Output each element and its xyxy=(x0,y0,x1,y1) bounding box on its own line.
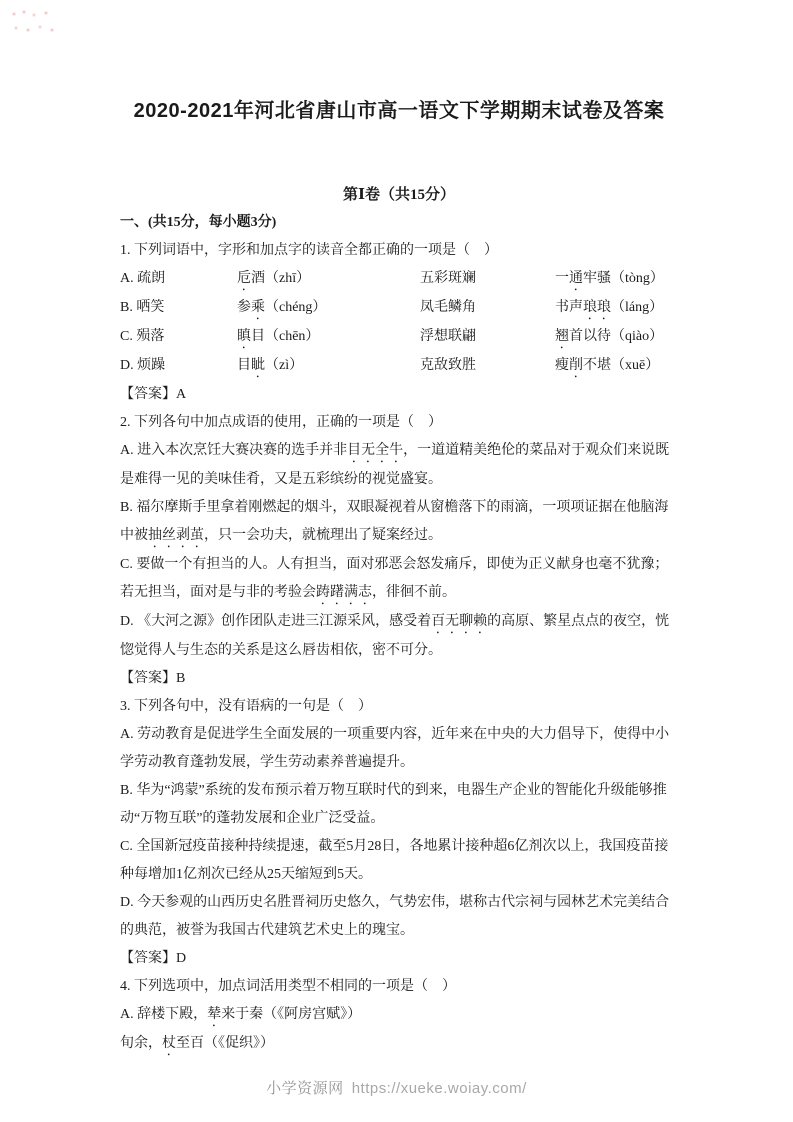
q1-row-a-cell-3: 五彩斑斓 xyxy=(420,271,476,286)
question-2-option-b: B. 福尔摩斯手里拿着刚燃起的烟斗，双眼凝视着从窗檐落下的雨滴，一项项证据在他脑海中被抽丝剥茧，只一会功夫，就梳理出了疑案经过。 xyxy=(120,500,669,543)
question-1-answer: 【答案】A xyxy=(120,387,187,402)
footer-url: https://xueke.woiay.com/ xyxy=(351,1080,527,1097)
footer-site-name: 小学资源网 xyxy=(266,1080,344,1097)
question-2-answer: 【答案】B xyxy=(120,671,186,686)
question-2-option-d: D. 《大河之源》创作团队走进三江源采风，感受着百无聊赖的高原、繁星点点的夜空，恍惚觉得人与生态的关系是这么唇齿相依，密不可分。 xyxy=(120,614,670,658)
q1-row-a-cell-2: 卮酒（zhī） xyxy=(237,271,311,286)
q1-row-c-cell-1: C. 殒落 xyxy=(120,329,165,344)
question-1-options xyxy=(120,265,678,381)
footer-watermark xyxy=(0,1077,793,1098)
section-header: 一、(共15分，每小题3分) xyxy=(120,215,277,230)
question-3-option-d: D. 今天参观的山西历史名胜晋祠历史悠久，气势宏伟，堪称古代宗祠与园林艺术完美结合的典范，被誉为我国古代建筑艺术史上的瑰宝。 xyxy=(120,895,670,938)
q1-row-d-cell-1: D. 烦躁 xyxy=(120,358,166,373)
question-3-option-a: A. 劳动教育是促进学生全面发展的一项重要内容，近年来在中央的大力倡导下，使得中小学劳动教育蓬勃发展，学生劳动素养普遍提升。 xyxy=(120,727,670,770)
q1-row-c-cell-2: 瞋目（chēn） xyxy=(237,329,320,344)
q1-row-c-cell-3: 浮想联翩 xyxy=(420,329,476,344)
q1-row-d-cell-3: 克敌致胜 xyxy=(420,358,476,373)
question-2-option-c: C. 要做一个有担当的人。人有担当，面对邪恶会怒发痛斥，即使为正义献身也毫不犹豫；若无担当，面对是与非的考验会踌躇满志，徘徊不前。 xyxy=(120,557,669,600)
q1-row-c-cell-4: 翘首以待（qiào） xyxy=(555,329,664,344)
page-title: 2020-2021年河北省唐山市高一语文下学期期末试卷及答案 xyxy=(133,100,665,122)
question-4-stem: 4. 下列选项中，加点词活用类型不相同的一项是（ ） xyxy=(120,979,456,994)
q1-row-a-cell-1: A. 疏朗 xyxy=(120,271,166,286)
question-3-option-c: C. 全国新冠疫苗接种持续提速，截至5月28日，各地累计接种超6亿剂次以上，我国疫苗接种每增加1亿剂次已经从25天缩短到5天。 xyxy=(120,839,669,882)
q1-row-d-cell-2: 目眦（zì） xyxy=(237,358,304,373)
question-2-option-a: A. 进入本次烹饪大赛决赛的选手并非目无全牛，一道道精美绝伦的菜品对于观众们来说既是难得一见的美味佳肴，又是五彩缤纷的视觉盛宴。 xyxy=(120,443,670,487)
exam-content xyxy=(120,94,678,1059)
q1-row-b-cell-3: 凤毛鳞角 xyxy=(420,300,476,315)
question-4-option-a-line1: A. 辞楼下殿，辇来于秦（《阿房宫赋》） xyxy=(120,1007,362,1022)
corner-watermark-stamp xyxy=(6,6,62,40)
question-1-stem: 1. 下列词语中，字形和加点字的读音全都正确的一项是（ ） xyxy=(120,243,498,258)
question-3-answer: 【答案】D xyxy=(120,951,187,966)
volume-header: 第Ⅰ卷（共15分） xyxy=(342,187,456,203)
q1-row-a-cell-4: 一通牢骚（tòng） xyxy=(555,271,664,286)
question-2-stem: 2. 下列各句中加点成语的使用，正确的一项是（ ） xyxy=(120,415,442,430)
q1-row-b-cell-2: 参乘（chéng） xyxy=(237,300,327,315)
q1-row-d-cell-4: 瘦削不堪（xuē） xyxy=(555,358,660,373)
q1-row-b-cell-1: B. 哂笑 xyxy=(120,300,165,315)
question-3-option-b: B. 华为“鸿蒙”系统的发布预示着万物互联时代的到来，电器生产企业的智能化升级能够推动“万物互联”的蓬勃发展和企业广泛受益。 xyxy=(120,783,667,826)
question-3-stem: 3. 下列各句中，没有语病的一句是（ ） xyxy=(120,699,372,714)
question-4-option-a-line2: 旬余，杖至百（《促织》） xyxy=(120,1036,274,1051)
q1-row-b-cell-4: 书声琅琅（láng） xyxy=(555,300,664,315)
